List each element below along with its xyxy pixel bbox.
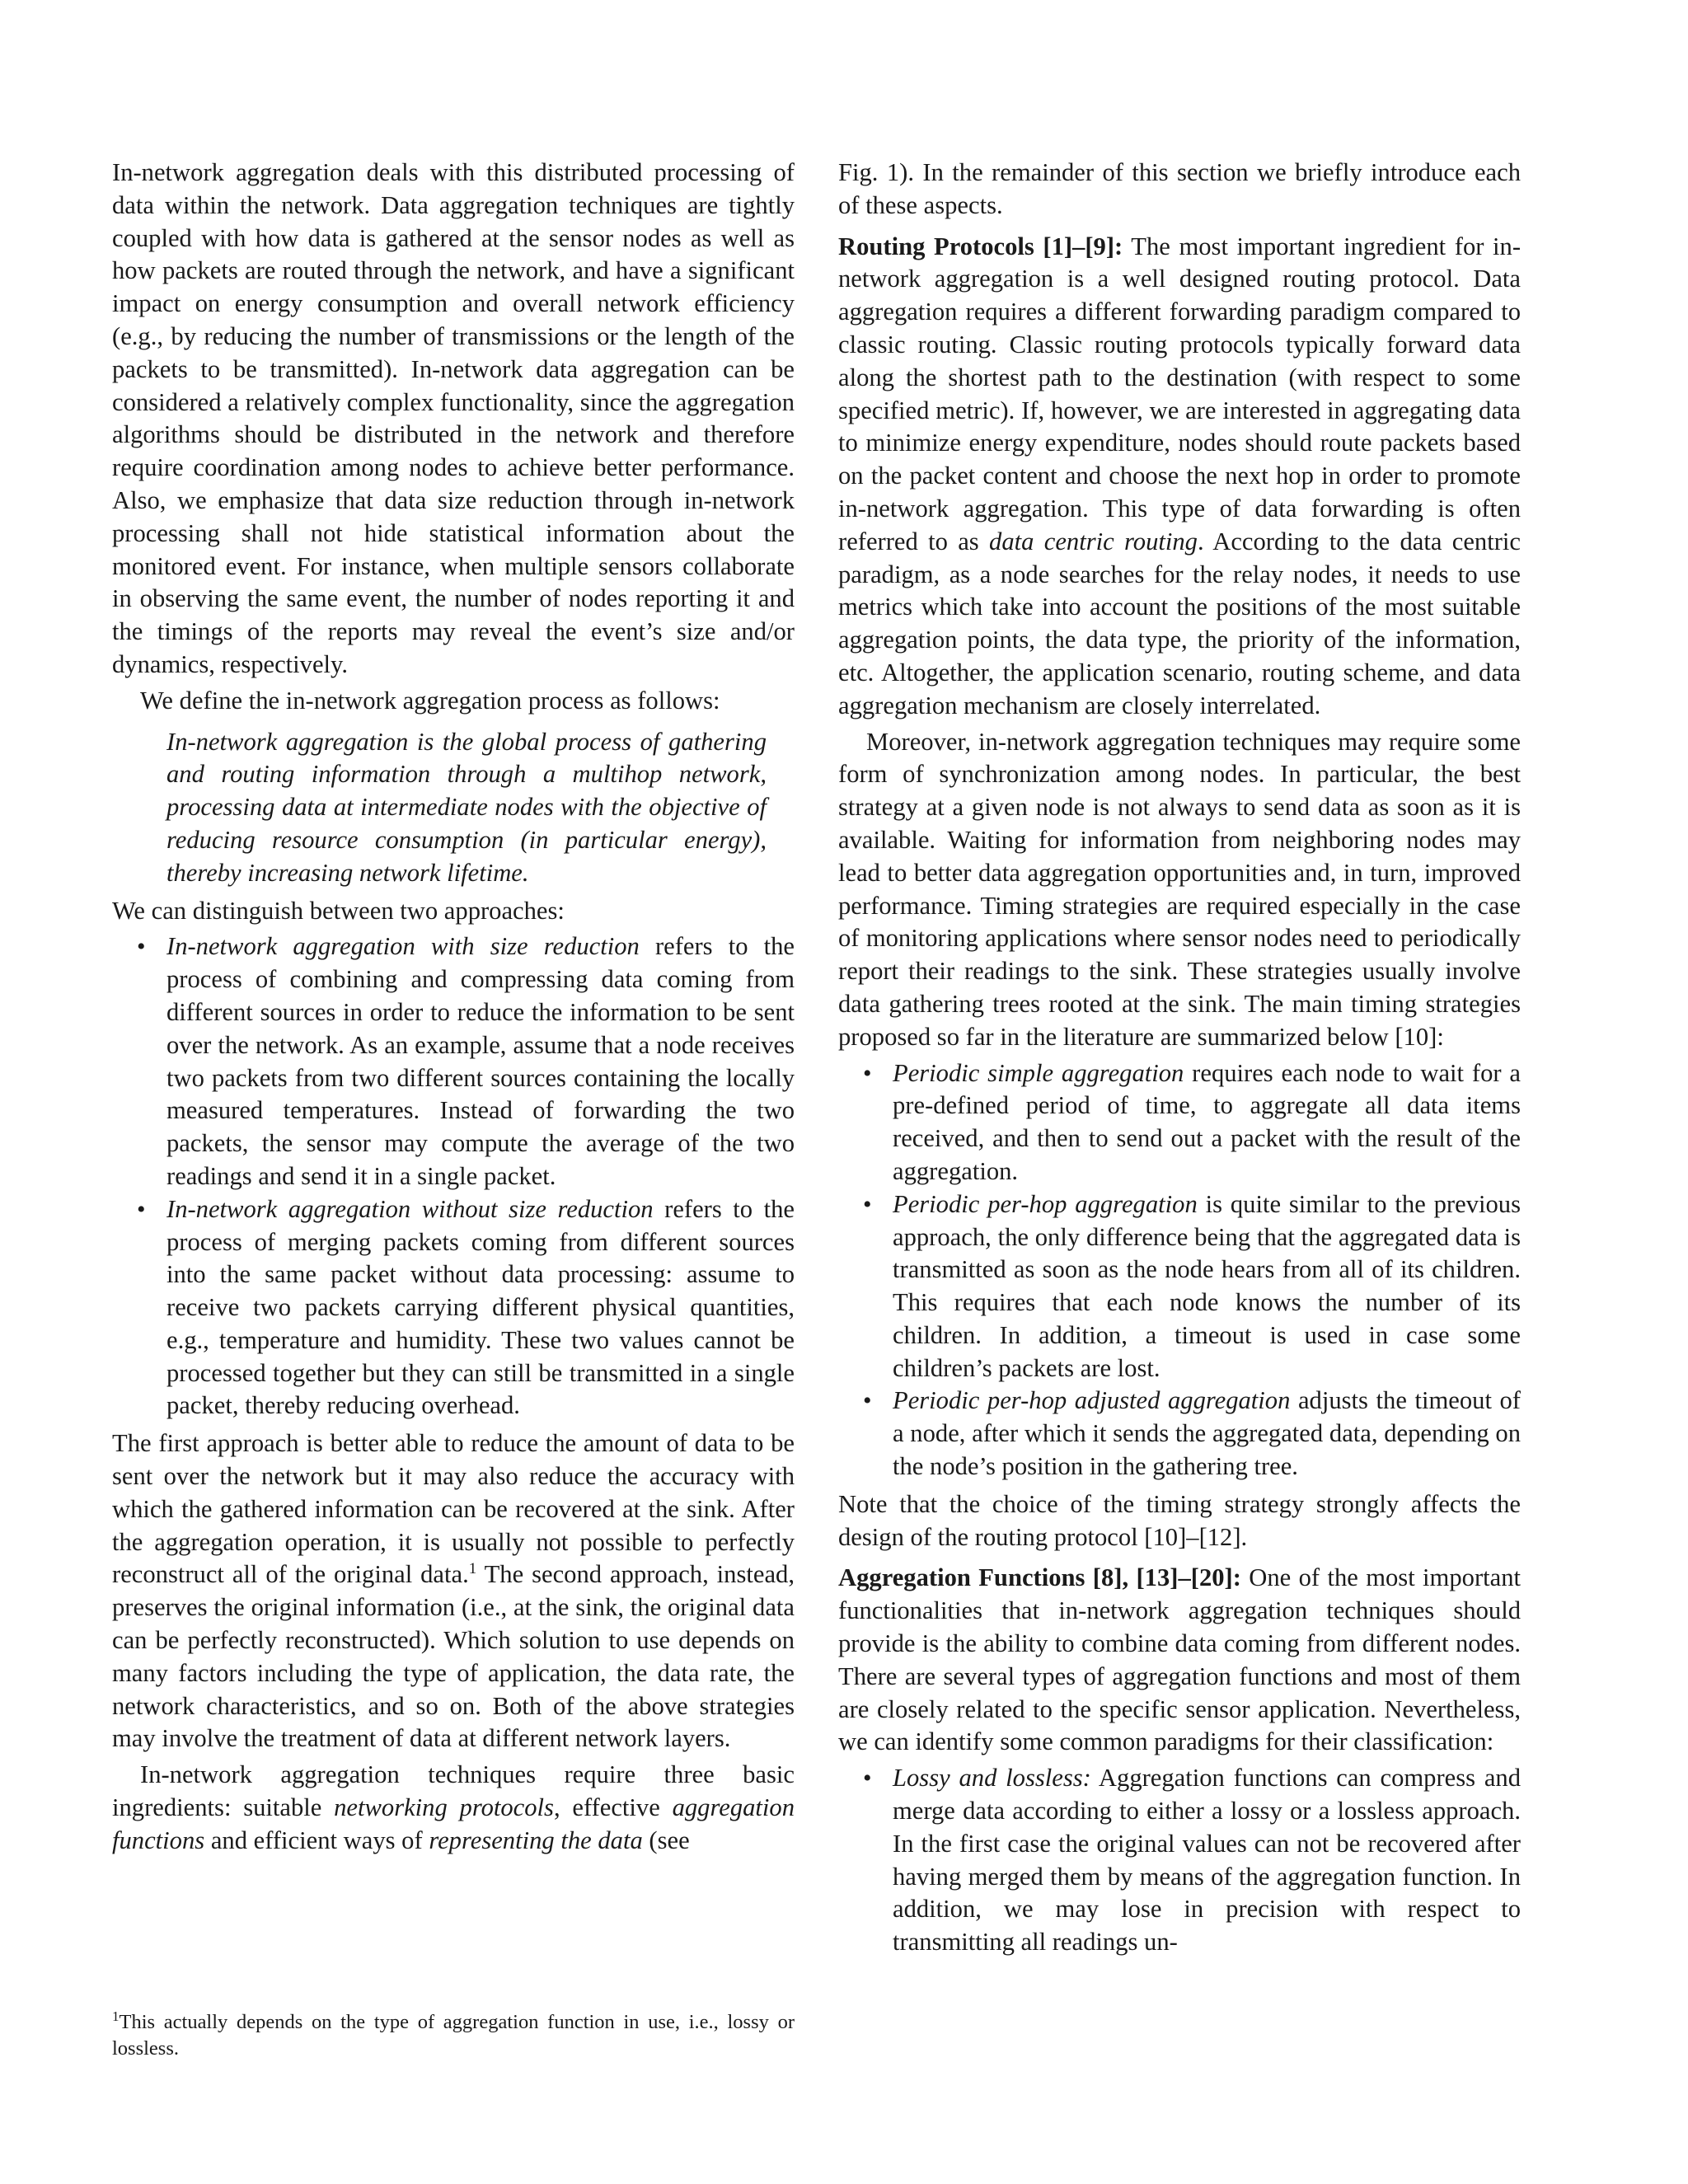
- ingredients-emphasis-3: representing the data: [429, 1825, 643, 1854]
- bullet-text: requires each node to wait for a pre-defined period of time, to aggregate all data items received, and then to send out a packet with the result of the aggregation.: [893, 1058, 1521, 1185]
- approaches-list: [112, 930, 795, 1422]
- paragraph-section-intro: Fig. 1). In the remainder of this section we briefly introduce each of these aspects.: [838, 158, 1521, 219]
- bullet-text: adjusts the timeout of a node, after which it sends the aggregated data, depending on the node’s position in the gathering tree.: [893, 1386, 1521, 1481]
- ingredients-text-4: (see: [642, 1825, 690, 1854]
- paragraph-ingredients: [112, 1759, 795, 1857]
- routing-protocols-heading: Routing Protocols [1]–[9]:: [838, 232, 1123, 260]
- ingredients-emphasis-2: aggregation functions: [112, 1793, 795, 1854]
- right-column: [838, 157, 1521, 1964]
- aggregation-functions-text: One of the most important functionalities that in-network aggregation techniques should provide is the ability to combine data coming from different nodes. There are several types of aggregation functions and most of them are closely related to the specific sensor application. Nevertheless, we can identify some common paradigms for their classification:: [838, 1563, 1522, 1756]
- routing-text-1: The most important ingredient for in-network aggregation is a well designed routing protocol. Data aggregation requires a different forwarding paradigm compared to classic routing. Classic routing protocols typically forward data along the shortest path to the destination (with respect to some specified metric). If, however, we are interested in aggregating data to minimize energy expenditure, nodes should route packets based on the packet content and choose the next hop in order to promote in-network aggregation. This type of data forwarding is often referred to as: [838, 232, 1522, 555]
- list-item: [838, 1188, 1521, 1385]
- bullet-text: refers to the process of merging packets coming from different sources into the same packet without data processing: assume to receive two packets carrying different physical quantities, e.g., temperature and humidity. These two values cannot be processed together but they can still be transmitted in a single packet, thereby reducing overhead.: [166, 1194, 795, 1420]
- comparison-text-a: The first approach is better able to reduce the amount of data to be sent over the network but it may also reduce the accuracy with which the gathered information can be recovered at the sink. After the aggregation operation, it is usually not possible to perfectly reconstruct all of the original data.: [112, 1429, 795, 1589]
- paragraph-synchronization: Moreover, in-network aggregation techniques may require some form of synchronization among nodes. In particular, the best strategy at a given node is not always to send data as soon as it is available. Waiting for information from neighboring nodes may lead to better data aggregation opportunities and, in turn, improved performance. Timing strategies are required especially in the case of monitoring applications where sensor nodes need to periodically report their readings to the sink. These strategies usually involve data gathering trees rooted at the sink. The main timing strategies proposed so far in the literature are summarized below [10]:: [838, 727, 1521, 1051]
- ingredients-emphasis-1: networking protocols: [334, 1793, 554, 1822]
- bullet-text: refers to the process of combining and compressing data coming from different sources in order to reduce the information to be sent over the network. As an example, assume that a node receives two packets from two different sources containing the locally measured temperatures. Instead of forwarding the two packets, the sensor may compute the average of the two readings and send it in a single packet.: [166, 932, 795, 1190]
- paragraph-routing-protocols: [838, 231, 1521, 723]
- ingredients-text-3: and efficient ways of: [204, 1825, 429, 1854]
- bullet-term: Lossy and lossless:: [893, 1764, 1091, 1793]
- footnote-text: This actually depends on the type of aggregation function in use, i.e., lossy or lossless.: [112, 2011, 795, 2060]
- bullet-term: In-network aggregation with size reduction: [166, 932, 640, 961]
- bullet-text: is quite similar to the previous approach, the only difference being that the aggregated data is transmitted as soon as the node hears from all of its children. This requires that each node knows the number of its children. In addition, a timeout is used in case some children’s packets are lost.: [893, 1189, 1521, 1382]
- routing-text-2: . According to the data centric paradigm, as a node searches for the relay nodes, it needs to use metrics which take into account the positions of the most suitable aggregation points, the data type, the priority of the information, etc. Altogether, the application scenario, routing scheme, and data aggregation mechanism are closely interrelated.: [838, 527, 1521, 719]
- ingredients-text-1: In-network aggregation techniques require three basic ingredients: suitable: [112, 1760, 795, 1822]
- paragraph-aggregation-functions: [838, 1562, 1521, 1759]
- timing-strategies-list: [838, 1057, 1521, 1483]
- paragraph-approaches-intro: We can distinguish between two approaches:: [112, 896, 565, 925]
- aggregation-functions-heading: Aggregation Functions [8], [13]–[20]:: [838, 1563, 1241, 1592]
- list-item: [838, 1762, 1521, 1959]
- bullet-term: Periodic per-hop aggregation: [893, 1189, 1198, 1218]
- left-column: [112, 157, 795, 1858]
- bullet-term: Periodic per-hop adjusted aggregation: [893, 1386, 1291, 1415]
- ingredients-text-2: , effective: [553, 1793, 673, 1822]
- paragraph-distributed-processing: In-network aggregation deals with this distributed processing of data within the network. Data aggregation techniques are tightly coupled with how data is gathered at the sensor nodes as well as how packets are routed through the network, and have a significant impact on energy consumption and overall network efficiency (e.g., by reducing the number of transmissions or the length of the packets to be transmitted). In-network data aggregation can be considered a relatively complex functionality, since the aggregation algorithms should be distributed in the network and therefore require coordination among nodes to achieve better performance. Also, we emphasize that data size reduction through in-network processing shall not hide statistical information about the monitored event. For instance, when multiple sensors collaborate in observing the same event, the number of nodes reporting it and the timings of the reports may reveal the event’s size and/or dynamics, respectively.: [112, 158, 795, 678]
- bullet-text: Aggregation functions can compress and merge data according to either a lossy or a lossless approach. In the first case the original values can not be recovered after having merged them by means of the aggregation function. In addition, we may lose in precision with respect to transmitting all readings un-: [893, 1764, 1522, 1957]
- footnote-mark: 1: [112, 2008, 120, 2024]
- bullet-term: Periodic simple aggregation: [893, 1058, 1184, 1087]
- function-paradigms-list: [838, 1762, 1521, 1959]
- routing-emphasis: data centric routing: [989, 527, 1198, 555]
- comparison-text-b: The second approach, instead, preserves the original information (i.e., at the sink, the original data can be perfectly reconstructed). Which solution to use depends on many factors including the type of application, the data rate, the network characteristics, and so on. Both of the above strategies may involve the treatment of data at different network layers.: [112, 1560, 795, 1753]
- paragraph-definition-intro: We define the in-network aggregation process as follows:: [140, 686, 720, 715]
- paragraph-approach-comparison: [112, 1427, 795, 1755]
- list-item: [838, 1385, 1521, 1483]
- list-item: [112, 1193, 795, 1423]
- bullet-term: In-network aggregation without size reduction: [166, 1194, 654, 1223]
- footnote: [112, 2009, 795, 2062]
- paragraph-timing-note: Note that the choice of the timing strategy strongly affects the design of the routing protocol [10]–[12].: [838, 1489, 1521, 1551]
- list-item: [112, 930, 795, 1193]
- footnote-reference[interactable]: 1: [468, 1560, 477, 1578]
- definition-quote: In-network aggregation is the global process of gathering and routing information through a multihop network, processing data at intermediate nodes with the objective of reducing resource consumption (in particular energy), thereby increasing network lifetime.: [166, 727, 767, 887]
- list-item: [838, 1057, 1521, 1188]
